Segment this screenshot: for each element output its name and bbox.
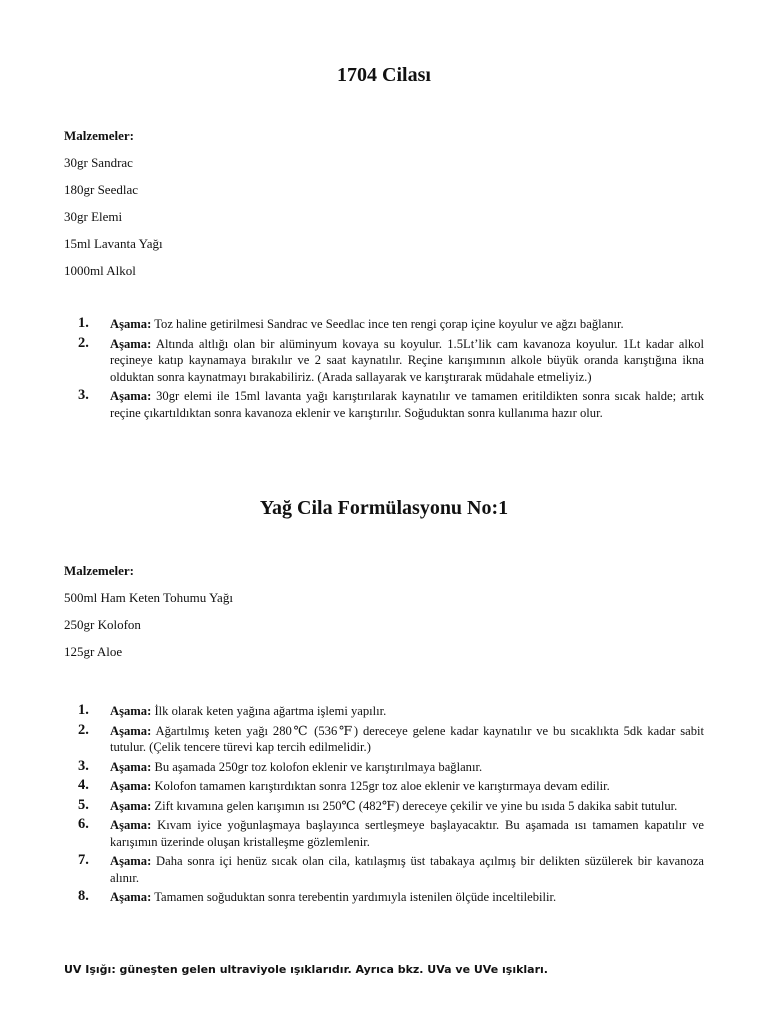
step-label: Aşama: xyxy=(110,818,152,832)
step-label: Aşama: xyxy=(110,759,152,774)
recipe2-ingredient-list xyxy=(64,590,233,671)
step-label: Aşama: xyxy=(110,317,152,331)
ingredient-item: 30gr Elemi xyxy=(64,209,123,224)
step-label: Aşama: xyxy=(110,336,152,351)
ingredient-item: 180gr Seedlac xyxy=(64,182,139,197)
ingredient-item: 125gr Aloe xyxy=(64,644,123,659)
step-number: 3. xyxy=(78,387,89,403)
step-item xyxy=(78,336,704,386)
ingredient-item: 250gr Kolofon xyxy=(64,617,141,632)
step-item xyxy=(78,798,704,815)
step-label: Aşama: xyxy=(110,854,152,868)
step-label: Aşama: xyxy=(110,704,152,718)
step-label: Aşama: xyxy=(110,389,152,403)
step-number: 1. xyxy=(78,315,89,331)
ingredient-item: 30gr Sandrac xyxy=(64,155,133,170)
step-number: 7. xyxy=(78,852,89,868)
step-label: Aşama: xyxy=(110,798,152,813)
step-item xyxy=(78,778,704,795)
step-text: Tamamen soğuduktan sonra terebentin yardımıyla istenilen ölçüde inceltilebilir. xyxy=(154,890,557,904)
recipe1-steps xyxy=(78,316,704,424)
uv-footnote: UV Işığı: güneşten gelen ultraviyole ışıklarıdır. Ayrıca bkz. UVa ve UVe ışıkları. xyxy=(64,963,548,976)
step-number: 2. xyxy=(78,721,89,738)
recipe2-steps xyxy=(78,703,704,909)
step-number: 8. xyxy=(78,888,89,904)
step-text: Ağartılmış keten yağı 280℃ (536℉) dereceye gelene kadar kaynatılır ve bu sıcaklıkta 5dk kadar sabit tutulur. (Çelik tencere türevi kap tercih edilmelidir.) xyxy=(110,723,704,754)
step-item xyxy=(78,723,704,756)
recipe2-materials-label: Malzemeler: xyxy=(64,563,135,578)
recipe1-materials-label: Malzemeler: xyxy=(64,128,135,143)
step-number: 1. xyxy=(78,702,89,718)
step-item xyxy=(78,316,704,333)
step-item xyxy=(78,703,704,720)
step-item xyxy=(78,853,704,886)
step-label: Aşama: xyxy=(110,779,152,793)
step-text: Toz haline getirilmesi Sandrac ve Seedlac ince ten rengi çorap içine koyulur ve ağzı bağlanır. xyxy=(154,317,624,331)
step-number: 5. xyxy=(78,796,89,813)
recipe1-ingredient-list xyxy=(64,155,163,290)
step-number: 2. xyxy=(78,334,89,351)
step-text: Altında altlığı olan bir alüminyum kovaya su koyulur. 1.5Lt’lik cam kavanoza koyulur. 1Lt kadar alkol reçineye katıp kaynamaya bırakılır ve 2 saat kaynatılır. Reçine karışımının alkole büyük oranda karıştığına ikna olduktan sonra kaynatmayı bırakabiliriz. (Arada sallayarak ve karıştırarak müdahale etmeliyiz.) xyxy=(110,336,704,384)
ingredient-item: 15ml Lavanta Yağı xyxy=(64,236,163,251)
step-text: 30gr elemi ile 15ml lavanta yağı karıştırılarak kaynatılır ve tamamen eritildikten sonra sıcak halde; artık reçine çıkartıldıktan sonra kavanoza eklenir ve karıştırılır. Soğuduktan sonra kullanıma hazır olur. xyxy=(110,389,705,420)
step-text: Zift kıvamına gelen karışımın ısı 250℃ (482℉) dereceye çekilir ve yine bu ısıda 5 dakika sabit tutulur. xyxy=(154,798,678,813)
ingredient-item: 1000ml Alkol xyxy=(64,263,136,278)
step-text: Daha sonra içi henüz sıcak olan cila, katılaşmış üst tabakaya açılmış bir delikten süzülerek bir kavanoza alınır. xyxy=(110,854,704,885)
step-text: Kıvam iyice yoğunlaşmaya başlayınca sertleşmeye başlayacaktır. Bu aşamada ısı tamamen kapatılır ve karışımın üzerinde oluşan kristalleşme gözlemlenir. xyxy=(110,818,705,849)
step-number: 6. xyxy=(78,816,89,832)
ingredient-item: 500ml Ham Keten Tohumu Yağı xyxy=(64,590,233,605)
step-label: Aşama: xyxy=(110,890,152,904)
step-item xyxy=(78,817,704,850)
step-text: İlk olarak keten yağına ağartma işlemi yapılır. xyxy=(154,704,387,718)
step-item xyxy=(78,388,704,421)
step-text: Bu aşamada 250gr toz kolofon eklenir ve karıştırılmaya bağlanır. xyxy=(154,759,483,774)
step-item xyxy=(78,759,704,776)
recipe1-title: 1704 Cilası xyxy=(337,64,431,86)
step-number: 3. xyxy=(78,757,89,774)
step-label: Aşama: xyxy=(110,723,152,738)
step-text: Kolofon tamamen karıştırdıktan sonra 125gr toz aloe eklenir ve karıştırmaya devam edilir. xyxy=(154,779,610,793)
recipe2-title: Yağ Cila Formülasyonu No:1 xyxy=(259,497,509,519)
step-number: 4. xyxy=(78,777,89,793)
step-item xyxy=(78,889,704,906)
